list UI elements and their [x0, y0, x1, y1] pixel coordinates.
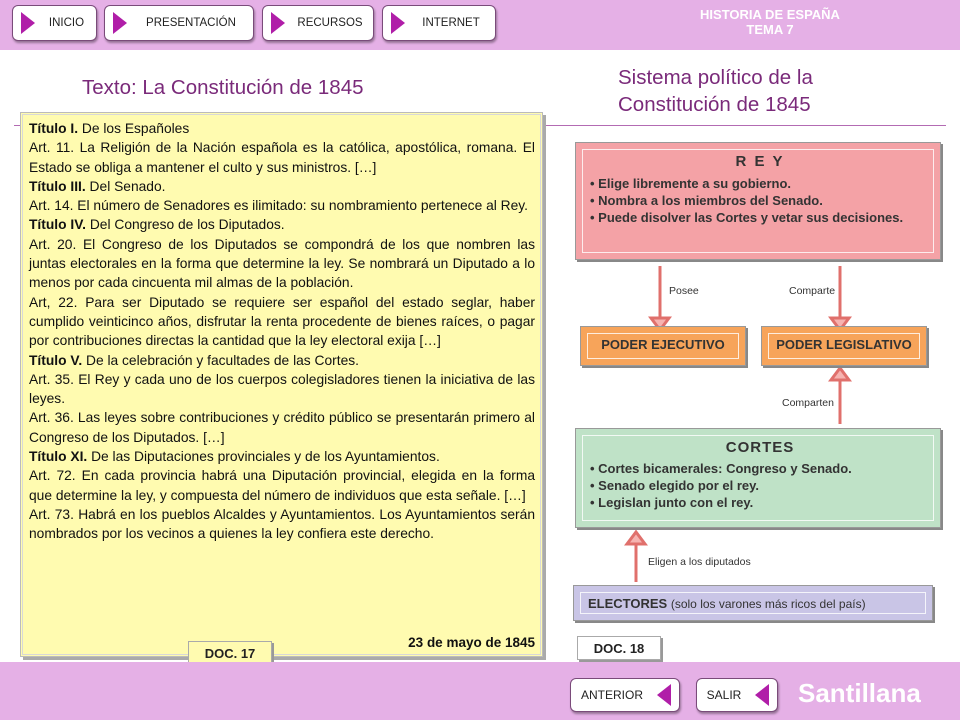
back-arrow-icon: [657, 684, 671, 706]
santillana-logo: Santillana: [798, 678, 921, 708]
paragraph-body: Art. 73. Habrá en los pueblos Alcaldes y Ayuntamientos. Los Ayuntamientos serán nombrados por los vecinos a quienes la ley confiera este derecho.: [29, 506, 535, 542]
text-paragraph: [29, 196, 535, 215]
brand-unit: TEMA 7: [746, 22, 794, 37]
paragraph-body: De las Diputaciones provinciales y de los Ayuntamientos.: [87, 449, 440, 465]
poder-legislativo-box: [761, 326, 927, 366]
inicio-label: INICIO: [48, 17, 85, 29]
text-paragraph: [29, 235, 535, 293]
cortes-title: CORTES: [725, 439, 795, 456]
text-paragraph: [29, 408, 535, 447]
text-paragraph: [29, 370, 535, 409]
paragraph-body: Art. 14. El número de Senadores es ilimitado: su nombramiento pertenece al Rey.: [29, 198, 528, 214]
play-arrow-icon: [21, 12, 35, 34]
paragraph-body: De la celebración y facultades de las Cortes.: [82, 352, 360, 368]
electores-label: ELECTORES: [588, 596, 668, 611]
recursos-label: RECURSOS: [297, 17, 363, 29]
anterior-button[interactable]: [570, 678, 680, 712]
text-paragraph: [29, 351, 535, 370]
eligen-label: Eligen a los diputados: [648, 556, 751, 568]
poder-ejecutivo-label: PODER EJECUTIVO: [601, 337, 725, 352]
diagram-title-line1: Sistema político de la: [618, 66, 813, 89]
text-paragraph: [29, 466, 535, 505]
text-paragraph: [29, 138, 535, 177]
diagram-title: [618, 64, 813, 118]
play-arrow-icon: [271, 12, 285, 34]
cortes-item: • Senado elegido por el rey.: [590, 477, 930, 494]
recursos-button[interactable]: [262, 5, 374, 41]
arrow-comparte: [831, 266, 849, 330]
rey-item: • Puede disolver las Cortes y vetar sus decisiones.: [590, 209, 930, 226]
paragraph-body: De los Españoles: [78, 121, 190, 136]
poder-ejecutivo-box: [580, 326, 746, 366]
anterior-label: ANTERIOR: [580, 688, 643, 702]
cortes-box: [575, 428, 941, 528]
course-brand: [680, 7, 860, 37]
text-paragraph: [29, 119, 535, 138]
doc-18-label: DOC. 18: [577, 636, 661, 660]
paragraph-body: Art. 72. En cada provincia habrá una Diputación provincial, elegida en la forma que determine la ley, y compuesta del número de individuos que esta señale. […]: [29, 468, 535, 503]
arrow-posee: [651, 266, 669, 330]
presentacion-label: PRESENTACIÓN: [146, 17, 236, 29]
comparte-label: Comparte: [789, 285, 836, 297]
salir-button[interactable]: [696, 678, 778, 712]
text-date: 23 de mayo de 1845: [408, 635, 535, 650]
internet-label: INTERNET: [422, 17, 480, 29]
arrow-comparten: [831, 368, 849, 424]
arrow-eligen: [627, 532, 645, 582]
text-paragraph: [29, 447, 535, 466]
diagram-arrows: [560, 260, 960, 590]
text-paragraph: [29, 177, 535, 196]
rey-item: • Nombra a los miembros del Senado.: [590, 192, 930, 209]
paragraph-body: Art. 36. Las leyes sobre contribuciones y crédito público se presentarán primero al Congreso de los Diputados. […]: [29, 410, 535, 445]
internet-button[interactable]: [382, 5, 496, 41]
constitution-text-panel: [20, 112, 543, 657]
comparten-label: Comparten: [782, 397, 834, 409]
constitution-text: [29, 119, 535, 544]
diagram-title-line2: Constitución de 1845: [618, 93, 811, 116]
paragraph-body: Art. 35. El Rey y cada uno de los cuerpos colegisladores tienen la iniciativa de las leyes.: [29, 371, 535, 407]
doc-17-label: DOC. 17: [188, 641, 272, 665]
play-arrow-icon: [113, 12, 127, 34]
electores-note: (solo los varones más ricos del país): [670, 597, 866, 611]
paragraph-heading: Título III.: [29, 178, 86, 194]
paragraph-body: Del Senado.: [85, 178, 166, 194]
text-paragraph: [29, 293, 535, 351]
paragraph-heading: Título XI.: [29, 449, 88, 465]
poder-legislativo-label: PODER LEGISLATIVO: [776, 337, 912, 352]
paragraph-heading: Título IV.: [29, 217, 86, 233]
cortes-item: • Cortes bicamerales: Congreso y Senado.: [590, 460, 930, 477]
posee-label: Posee: [669, 285, 699, 297]
exit-arrow-icon: [755, 684, 769, 706]
electores-box: [573, 585, 933, 621]
rey-box: [575, 142, 941, 260]
cortes-item: • Legislan junto con el rey.: [590, 494, 930, 511]
text-title: Texto: La Constitución de 1845: [82, 76, 364, 99]
paragraph-body: Art. 11. La Religión de la Nación española es la católica, apostólica, romana. El Estado se obliga a mantener el culto y sus ministros. […]: [29, 140, 535, 175]
paragraph-body: Art, 22. Para ser Diputado se requiere ser español del estado seglar, haber cumplido veinticinco años, disfrutar la renta procedente de bienes raíces, o pagar por contribuciones directas la cantidad que la ley electoral exija […]: [29, 294, 535, 349]
paragraph-body: Del Congreso de los Diputados.: [85, 217, 285, 233]
paragraph-heading: Título I.: [29, 121, 79, 136]
inicio-button[interactable]: [12, 5, 97, 41]
text-paragraph: [29, 505, 535, 544]
paragraph-body: Art. 20. El Congreso de los Diputados se compondrá de los que nombren las juntas electorales en la forma que determine la ley. Se nombrará un Diputado a lo menos por cada cincuenta mil almas de la población.: [29, 236, 535, 291]
play-arrow-icon: [391, 12, 405, 34]
presentacion-button[interactable]: [104, 5, 254, 41]
rey-item: • Elige libremente a su gobierno.: [590, 175, 930, 192]
paragraph-heading: Título V.: [29, 352, 83, 368]
salir-label: SALIR: [706, 688, 742, 702]
brand-subject: HISTORIA DE ESPAÑA: [700, 7, 840, 22]
rey-title: R E Y: [735, 153, 785, 170]
text-paragraph: [29, 215, 535, 234]
